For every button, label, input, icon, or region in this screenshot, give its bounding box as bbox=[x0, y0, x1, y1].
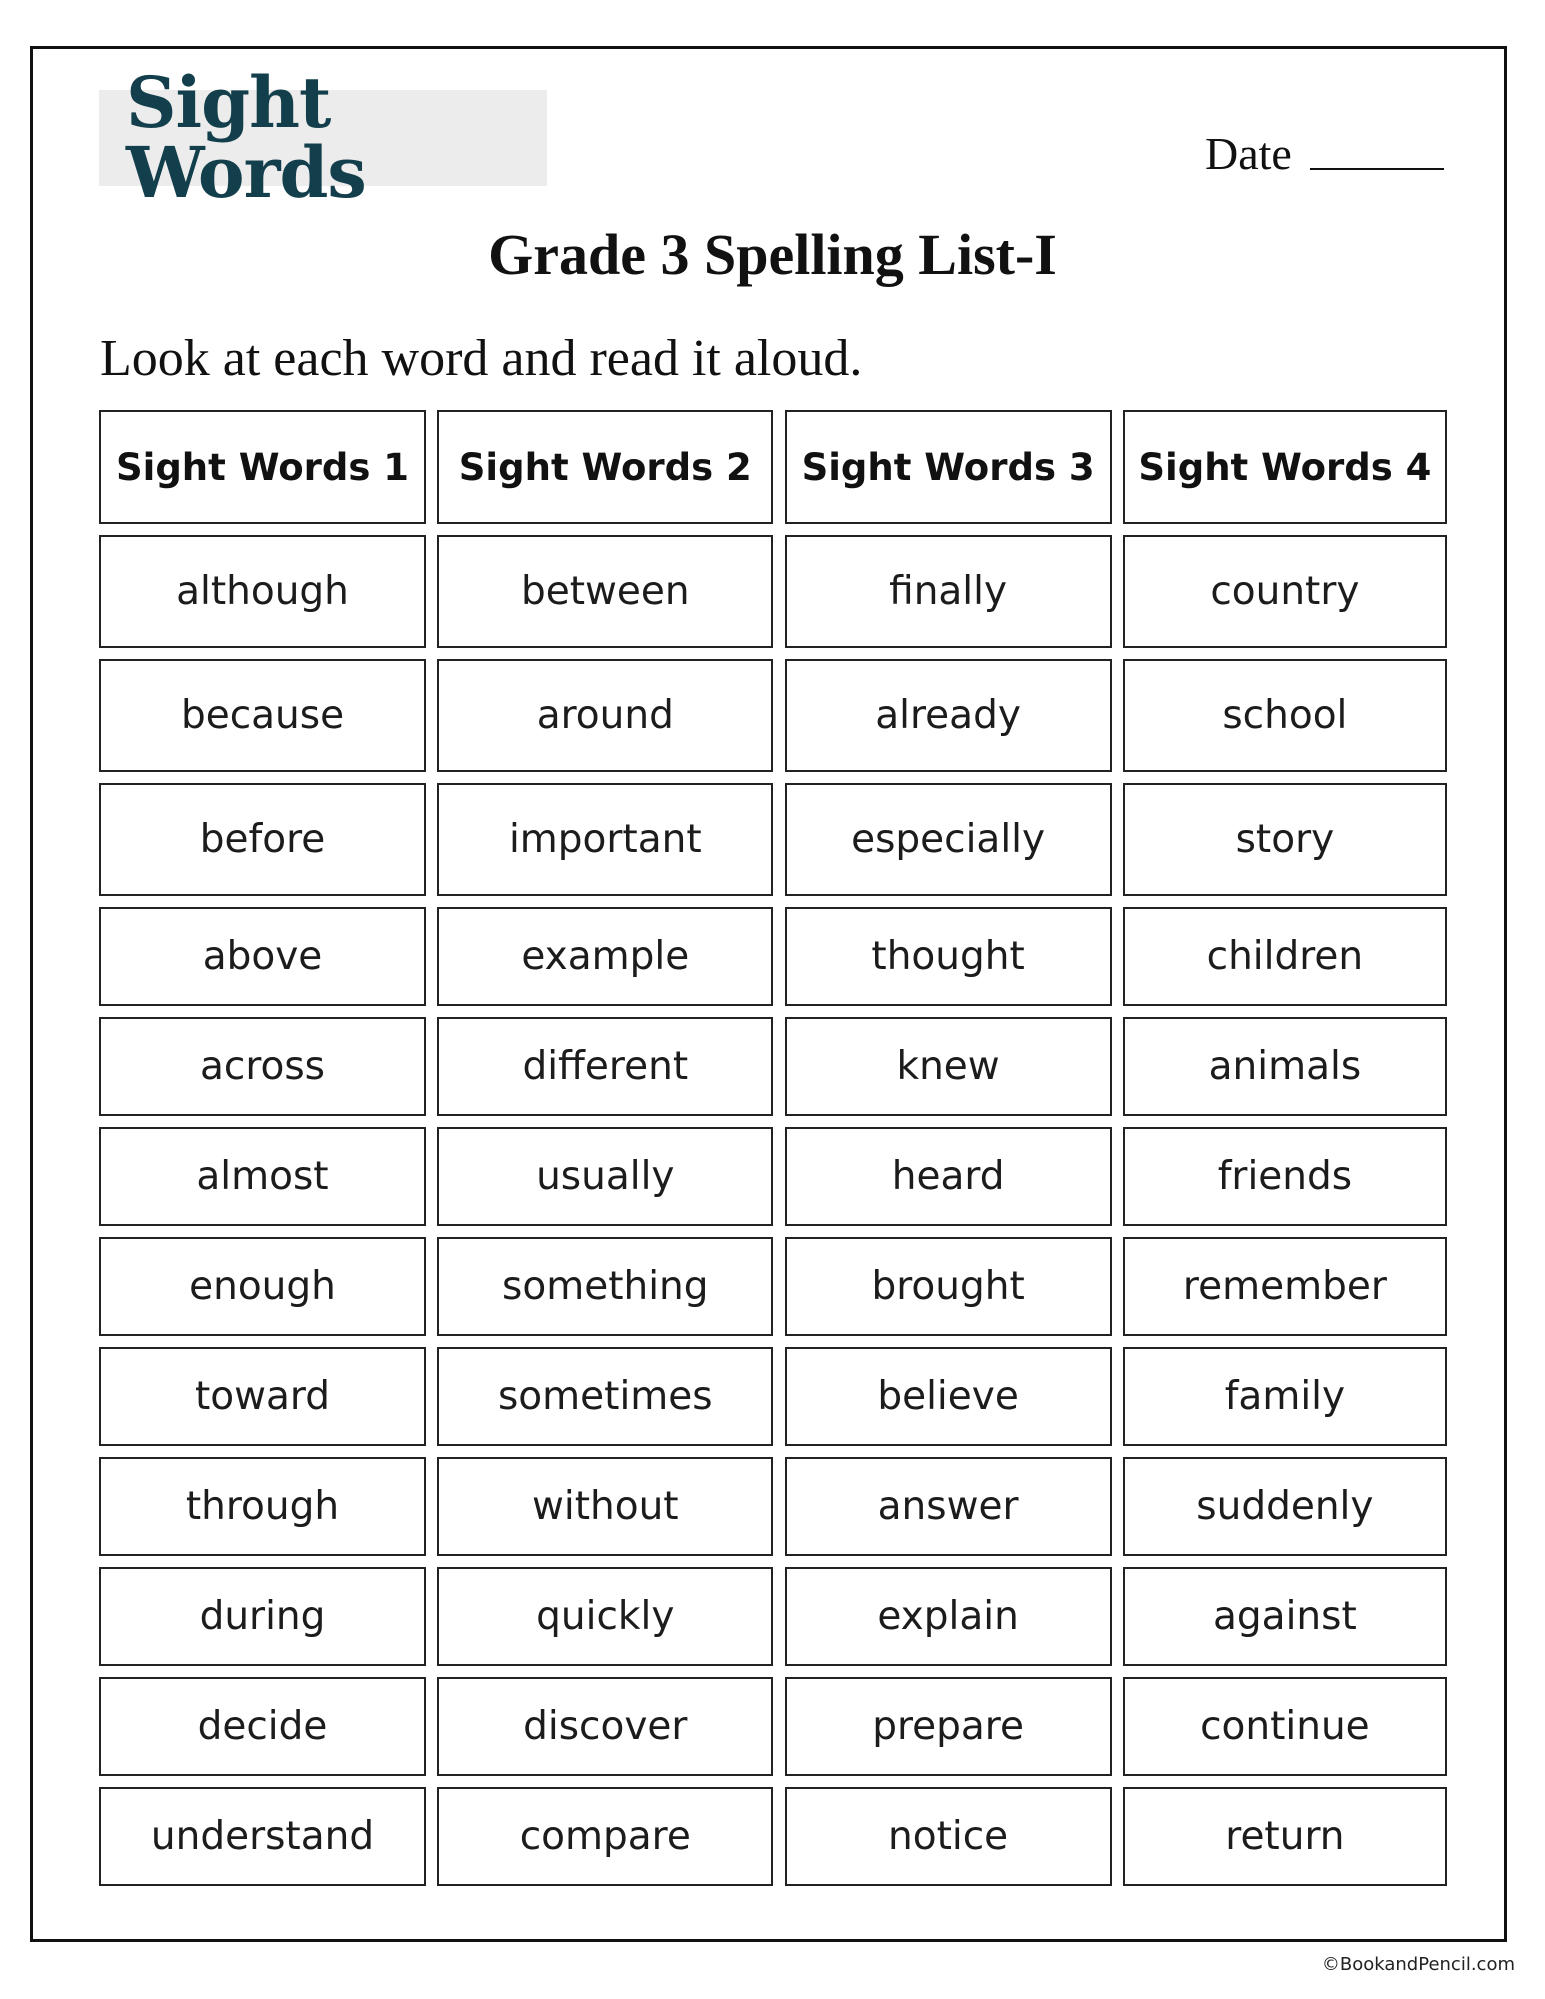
word-cell: against bbox=[1123, 1567, 1447, 1666]
word-cell: discover bbox=[437, 1677, 773, 1776]
word-cell: understand bbox=[99, 1787, 426, 1886]
word-cell: important bbox=[437, 783, 773, 896]
word-cell: children bbox=[1123, 907, 1447, 1006]
word-cell: because bbox=[99, 659, 426, 772]
word-cell: country bbox=[1123, 535, 1447, 648]
word-cell: through bbox=[99, 1457, 426, 1556]
word-cell: decide bbox=[99, 1677, 426, 1776]
word-cell: sometimes bbox=[437, 1347, 773, 1446]
word-cell: especially bbox=[785, 783, 1112, 896]
word-cell: answer bbox=[785, 1457, 1112, 1556]
column-header: Sight Words 4 bbox=[1123, 410, 1447, 524]
column-header: Sight Words 1 bbox=[99, 410, 426, 524]
word-cell: brought bbox=[785, 1237, 1112, 1336]
word-cell: toward bbox=[99, 1347, 426, 1446]
word-cell: friends bbox=[1123, 1127, 1447, 1226]
word-cell: example bbox=[437, 907, 773, 1006]
word-cell: before bbox=[99, 783, 426, 896]
word-cell: family bbox=[1123, 1347, 1447, 1446]
word-cell: different bbox=[437, 1017, 773, 1116]
date-blank-line[interactable] bbox=[1310, 167, 1444, 170]
word-cell: enough bbox=[99, 1237, 426, 1336]
date-label: Date bbox=[1205, 128, 1292, 179]
word-cell: already bbox=[785, 659, 1112, 772]
page-title: Grade 3 Spelling List-I bbox=[488, 222, 1057, 287]
word-cell: prepare bbox=[785, 1677, 1112, 1776]
column-header: Sight Words 2 bbox=[437, 410, 773, 524]
word-cell: heard bbox=[785, 1127, 1112, 1226]
copyright-text: ©BookandPencil.com bbox=[1321, 1954, 1515, 1975]
word-cell: during bbox=[99, 1567, 426, 1666]
word-cell: animals bbox=[1123, 1017, 1447, 1116]
word-cell: thought bbox=[785, 907, 1112, 1006]
word-cell: knew bbox=[785, 1017, 1112, 1116]
word-cell: although bbox=[99, 535, 426, 648]
brand-title: Sight Words bbox=[126, 61, 366, 214]
word-cell: continue bbox=[1123, 1677, 1447, 1776]
word-cell: remember bbox=[1123, 1237, 1447, 1336]
word-cell: across bbox=[99, 1017, 426, 1116]
word-cell: above bbox=[99, 907, 426, 1006]
word-cell: return bbox=[1123, 1787, 1447, 1886]
word-cell: finally bbox=[785, 535, 1112, 648]
word-cell: explain bbox=[785, 1567, 1112, 1666]
word-cell: around bbox=[437, 659, 773, 772]
brand-title-box bbox=[99, 61, 547, 214]
word-cell: between bbox=[437, 535, 773, 648]
word-cell: without bbox=[437, 1457, 773, 1556]
word-cell: compare bbox=[437, 1787, 773, 1886]
word-cell: usually bbox=[437, 1127, 773, 1226]
word-cell: believe bbox=[785, 1347, 1112, 1446]
word-cell: almost bbox=[99, 1127, 426, 1226]
word-cell: suddenly bbox=[1123, 1457, 1447, 1556]
sight-words-table bbox=[99, 410, 1447, 1886]
word-cell: school bbox=[1123, 659, 1447, 772]
instruction-text: Look at each word and read it aloud. bbox=[100, 330, 863, 387]
word-cell: story bbox=[1123, 783, 1447, 896]
word-cell: something bbox=[437, 1237, 773, 1336]
word-cell: quickly bbox=[437, 1567, 773, 1666]
column-header: Sight Words 3 bbox=[785, 410, 1112, 524]
word-cell: notice bbox=[785, 1787, 1112, 1886]
date-field bbox=[1205, 120, 1444, 180]
